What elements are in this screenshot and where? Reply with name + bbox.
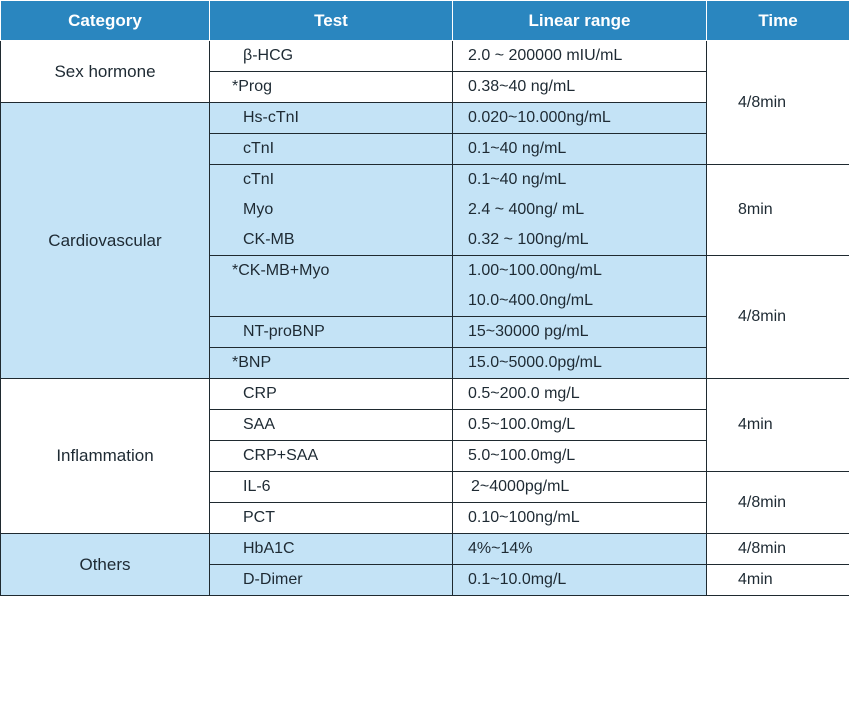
header-row — [1, 1, 849, 41]
header-time: Time — [707, 1, 849, 41]
range-cell: 2.0 ~ 200000 mIU/mL — [453, 41, 707, 72]
category-others: Others — [1, 534, 210, 596]
test-cell: SAA — [210, 410, 453, 441]
time-cell: 4/8min — [707, 256, 849, 379]
range-cell: 4%~14% — [453, 534, 707, 565]
header-category: Category — [1, 1, 210, 41]
test-cell: *BNP — [210, 348, 453, 379]
test-cell: cTnI — [210, 134, 453, 165]
test-cell: CRP+SAA — [210, 441, 453, 472]
range-cell: 2.4 ~ 400ng/ mL — [453, 195, 707, 225]
header-test: Test — [210, 1, 453, 41]
range-cell: 0.5~100.0mg/L — [453, 410, 707, 441]
time-cell: 4/8min — [707, 41, 849, 165]
time-cell: 4min — [707, 565, 849, 596]
range-cell: 0.1~40 ng/mL — [453, 134, 707, 165]
time-cell: 4min — [707, 379, 849, 472]
range-cell: 1.00~100.00ng/mL — [453, 256, 707, 287]
test-cell: Hs-cTnI — [210, 103, 453, 134]
test-cell: CK-MB — [210, 225, 453, 256]
test-cell: CRP — [210, 379, 453, 410]
category-sex-hormone: Sex hormone — [1, 41, 210, 103]
test-cell: Myo — [210, 195, 453, 225]
test-cell: PCT — [210, 503, 453, 534]
range-cell: 0.10~100ng/mL — [453, 503, 707, 534]
range-cell: 0.38~40 ng/mL — [453, 72, 707, 103]
range-cell: 0.5~200.0 mg/L — [453, 379, 707, 410]
range-cell: 10.0~400.0ng/mL — [453, 286, 707, 317]
test-cell: cTnI — [210, 165, 453, 196]
time-cell: 8min — [707, 165, 849, 256]
test-cell: NT-proBNP — [210, 317, 453, 348]
range-cell: 0.1~10.0mg/L — [453, 565, 707, 596]
test-cell: β-HCG — [210, 41, 453, 72]
table-row — [1, 534, 849, 565]
table-row — [1, 379, 849, 410]
range-cell: 0.1~40 ng/mL — [453, 165, 707, 196]
test-cell: *CK-MB+Myo — [210, 256, 453, 317]
range-cell: 0.32 ~ 100ng/mL — [453, 225, 707, 256]
range-cell: 0.020~10.000ng/mL — [453, 103, 707, 134]
category-cardiovascular: Cardiovascular — [1, 103, 210, 379]
range-cell: 15.0~5000.0pg/mL — [453, 348, 707, 379]
range-cell: 2~4000pg/mL — [453, 472, 707, 503]
test-cell: D-Dimer — [210, 565, 453, 596]
header-linear-range: Linear range — [453, 1, 707, 41]
time-cell: 4/8min — [707, 472, 849, 534]
test-cell: *Prog — [210, 72, 453, 103]
category-inflammation: Inflammation — [1, 379, 210, 534]
range-cell: 5.0~100.0mg/L — [453, 441, 707, 472]
time-cell: 4/8min — [707, 534, 849, 565]
test-cell: IL-6 — [210, 472, 453, 503]
test-cell: HbA1C — [210, 534, 453, 565]
range-cell: 15~30000 pg/mL — [453, 317, 707, 348]
table-row — [1, 41, 849, 72]
